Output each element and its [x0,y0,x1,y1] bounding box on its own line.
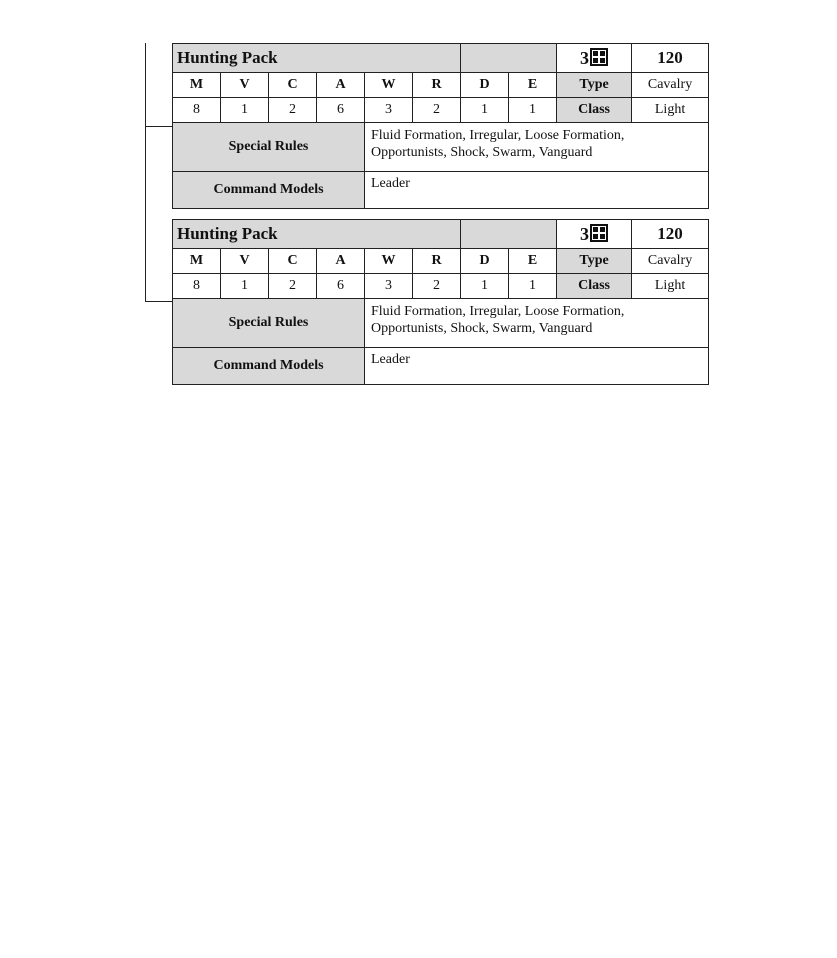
stat-value-e: 1 [509,98,557,123]
base-count: 3 [580,223,590,244]
unit-header-blank [461,220,557,249]
option-bracket-tick-2 [145,301,173,302]
class-label: Class [557,98,632,123]
stat-value-m: 8 [173,274,221,299]
base-count-cell [557,220,632,249]
stat-header-r: R [413,73,461,98]
stat-header-r: R [413,249,461,274]
base-grid-icon [590,48,608,66]
stat-value-d: 1 [461,98,509,123]
unit-points: 120 [632,44,709,73]
command-models-value: Leader [365,348,709,385]
stat-header-e: E [509,249,557,274]
unit-profile-table [172,43,709,209]
stat-value-v: 1 [221,274,269,299]
special-rules-label: Special Rules [173,123,365,172]
stat-header-m: M [173,249,221,274]
stat-value-r: 2 [413,274,461,299]
unit-name: Hunting Pack [173,44,461,73]
stat-value-r: 2 [413,98,461,123]
stat-header-d: D [461,249,509,274]
command-models-label: Command Models [173,348,365,385]
base-count: 3 [580,47,590,68]
option-bracket-tick-1 [145,126,173,127]
stat-value-a: 6 [317,274,365,299]
option-bracket-line [145,43,146,302]
class-label: Class [557,274,632,299]
unit-points: 120 [632,220,709,249]
stat-header-w: W [365,73,413,98]
stat-header-e: E [509,73,557,98]
stat-value-a: 6 [317,98,365,123]
stat-header-c: C [269,73,317,98]
stat-value-w: 3 [365,98,413,123]
type-label: Type [557,249,632,274]
stat-value-v: 1 [221,98,269,123]
stat-header-w: W [365,249,413,274]
stat-header-a: A [317,249,365,274]
stat-value-c: 2 [269,98,317,123]
stat-header-d: D [461,73,509,98]
stat-header-m: M [173,73,221,98]
unit-header-blank [461,44,557,73]
stat-value-m: 8 [173,98,221,123]
stat-value-w: 3 [365,274,413,299]
stat-header-v: V [221,249,269,274]
stat-value-e: 1 [509,274,557,299]
type-label: Type [557,73,632,98]
stat-header-c: C [269,249,317,274]
stat-header-a: A [317,73,365,98]
special-rules-value: Fluid Formation, Irregular, Loose Formation, Opportunists, Shock, Swarm, Vanguard [365,123,709,172]
unit-card-1 [172,43,708,209]
command-models-label: Command Models [173,172,365,209]
base-grid-icon [590,224,608,242]
class-value: Light [632,98,709,123]
base-count-cell [557,44,632,73]
special-rules-label: Special Rules [173,299,365,348]
type-value: Cavalry [632,73,709,98]
stat-header-v: V [221,73,269,98]
unit-name: Hunting Pack [173,220,461,249]
command-models-value: Leader [365,172,709,209]
special-rules-value: Fluid Formation, Irregular, Loose Formation, Opportunists, Shock, Swarm, Vanguard [365,299,709,348]
unit-card-2 [172,219,708,385]
type-value: Cavalry [632,249,709,274]
stat-value-c: 2 [269,274,317,299]
stat-value-d: 1 [461,274,509,299]
class-value: Light [632,274,709,299]
unit-profile-table [172,219,709,385]
